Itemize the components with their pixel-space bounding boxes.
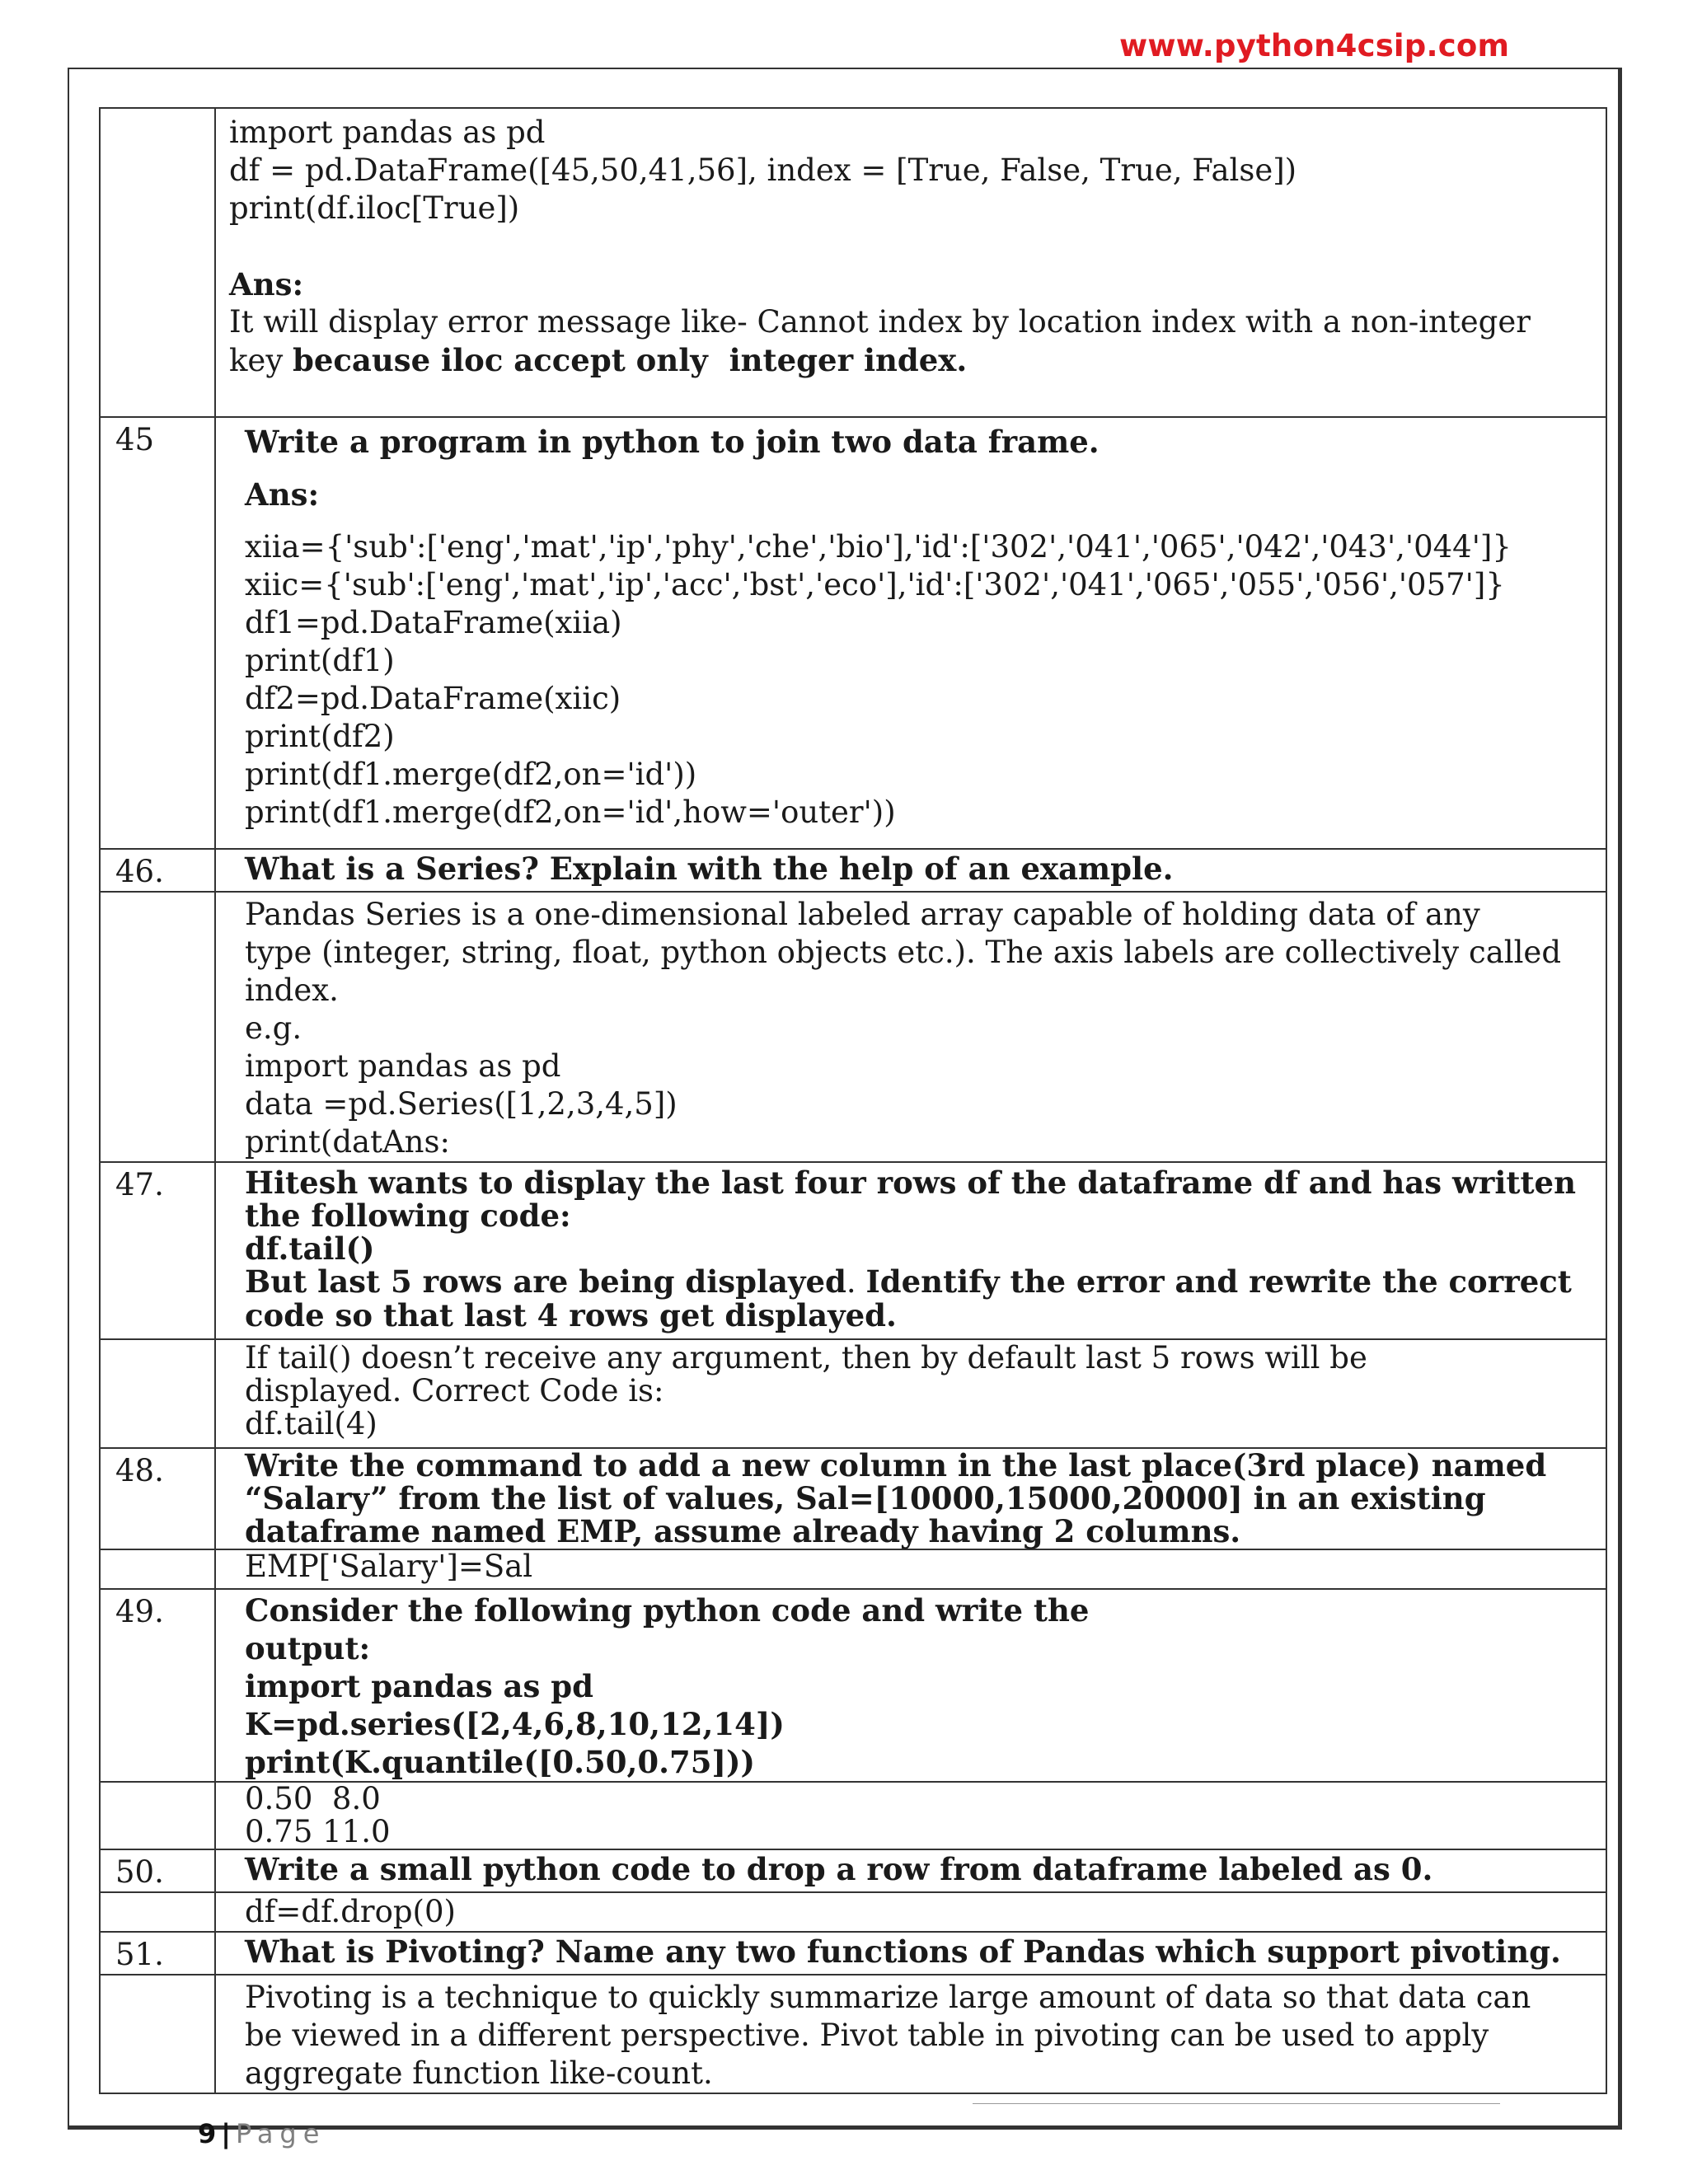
text-fragment: . — [846, 1264, 866, 1300]
footer-rule — [973, 2103, 1500, 2104]
text-line: Hitesh wants to display the last four rows of the dataframe df and has written — [245, 1165, 1576, 1201]
text-line: EMP['Salary']=Sal — [245, 1549, 533, 1584]
page-word: Page — [235, 2118, 326, 2149]
text-line: aggregate function like-count. — [245, 2055, 713, 2091]
question-number: 50. — [115, 1854, 164, 1890]
question-number-cell — [100, 1975, 215, 2093]
question-number-cell — [100, 1589, 215, 1782]
question-row — [100, 417, 1606, 849]
text-line: Ans: — [245, 476, 320, 513]
question-number-cell — [100, 1339, 215, 1448]
question-row — [100, 108, 1606, 417]
page-footer — [198, 2118, 326, 2149]
text-line: print(df1.merge(df2,on='id')) — [245, 757, 697, 792]
question-number-cell — [100, 849, 215, 892]
text-line: What is Pivoting? Name any two functions of Pandas which support pivoting. — [245, 1933, 1561, 1970]
text-line: Write a program in python to join two data frame. — [245, 424, 1100, 460]
question-content-cell — [215, 1549, 1606, 1589]
question-number-cell — [100, 1892, 215, 1932]
text-line: It will display error message like- Cannot index by location index with a non-integer — [229, 304, 1531, 340]
text-line: Pivoting is a technique to quickly summarize large amount of data so that data can — [245, 1980, 1531, 2015]
text-line — [229, 341, 1591, 380]
text-line — [245, 1265, 1591, 1299]
question-number-cell — [100, 892, 215, 1162]
question-row — [100, 1339, 1606, 1448]
text-line: df=df.drop(0) — [245, 1894, 456, 1929]
question-row — [100, 1589, 1606, 1782]
question-row — [100, 1162, 1606, 1339]
text-line: df.tail(4) — [245, 1406, 377, 1441]
text-line: the following code: — [245, 1197, 571, 1234]
text-fragment: key — [229, 343, 293, 378]
question-number: 48. — [115, 1453, 164, 1488]
question-number-cell — [100, 1849, 215, 1892]
text-line: import pandas as pd — [245, 1048, 561, 1084]
question-row — [100, 1975, 1606, 2093]
text-line: df = pd.DataFrame([45,50,41,56], index = [True, False, True, False]) — [229, 152, 1297, 188]
text-line: print(K.quantile([0.50,0.75])) — [245, 1744, 755, 1780]
question-content-cell — [215, 1589, 1606, 1782]
text-line: print(datAns: — [245, 1124, 450, 1160]
text-line: xiia={'sub':['eng','mat','ip','phy','che','bio'],'id':['302','041','065','042','043','044']} — [245, 529, 1512, 565]
text-line: K=pd.series([2,4,6,8,10,12,14]) — [245, 1706, 785, 1742]
text-line: dataframe named EMP, assume already having 2 columns. — [245, 1513, 1241, 1549]
question-content-cell — [215, 1975, 1606, 2093]
question-answer-table — [99, 107, 1607, 2094]
text-line: code so that last 4 rows get displayed. — [245, 1297, 897, 1333]
question-row — [100, 1549, 1606, 1589]
question-content-cell — [215, 1162, 1606, 1339]
question-number-cell — [100, 417, 215, 849]
question-content-cell — [215, 108, 1606, 417]
question-number: 51. — [115, 1937, 164, 1972]
question-content-cell — [215, 1448, 1606, 1549]
question-row — [100, 892, 1606, 1162]
text-line: e.g. — [245, 1010, 302, 1046]
question-number-cell — [100, 1932, 215, 1975]
text-line: print(df2) — [245, 719, 395, 754]
text-fragment: Identify the error and rewrite the correct — [865, 1263, 1572, 1300]
text-line: print(df1) — [245, 643, 395, 678]
question-row — [100, 1892, 1606, 1932]
question-number-cell — [100, 1448, 215, 1549]
text-line: import pandas as pd — [229, 115, 546, 150]
question-content-cell — [215, 1782, 1606, 1849]
text-line: Consider the following python code and write the — [245, 1592, 1090, 1629]
text-line: displayed. Correct Code is: — [245, 1373, 664, 1408]
text-line: be viewed in a different perspective. Pivot table in pivoting can be used to apply — [245, 2018, 1489, 2053]
question-content-cell — [215, 417, 1606, 849]
site-url-header[interactable]: www.python4csip.com — [1119, 28, 1510, 63]
text-line: import pandas as pd — [245, 1668, 593, 1704]
text-line: Pandas Series is a one-dimensional labeled array capable of holding data of any — [245, 897, 1480, 932]
text-fragment: But last 5 rows are being displayed — [245, 1263, 846, 1300]
question-row — [100, 1448, 1606, 1549]
question-content-cell — [215, 892, 1606, 1162]
question-row — [100, 1932, 1606, 1975]
text-line: df.tail() — [245, 1230, 375, 1267]
text-line: type (integer, string, float, python objects etc.). The axis labels are collectively called — [245, 935, 1561, 970]
question-number-cell — [100, 1162, 215, 1339]
question-number-cell — [100, 108, 215, 417]
question-number-cell — [100, 1549, 215, 1589]
footer-separator: | — [221, 2118, 231, 2149]
text-line: What is a Series? Explain with the help of an example. — [245, 851, 1174, 887]
text-fragment: because iloc accept only integer index. — [292, 342, 968, 378]
question-content-cell — [215, 1849, 1606, 1892]
text-line: If tail() doesn’t receive any argument, then by default last 5 rows will be — [245, 1340, 1367, 1376]
question-number: 45 — [115, 422, 155, 457]
question-number-cell — [100, 1782, 215, 1849]
text-line: Write the command to add a new column in the last place(3rd place) named — [245, 1447, 1547, 1483]
question-content-cell — [215, 1339, 1606, 1448]
text-line: output: — [245, 1630, 371, 1666]
question-content-cell — [215, 1932, 1606, 1975]
question-row — [100, 849, 1606, 892]
text-line: df1=pd.DataFrame(xiia) — [245, 605, 622, 640]
question-row — [100, 1849, 1606, 1892]
text-line: “Salary” from the list of values, Sal=[10000,15000,20000] in an existing — [245, 1480, 1486, 1516]
question-content-cell — [215, 1892, 1606, 1932]
text-line: xiic={'sub':['eng','mat','ip','acc','bst','eco'],'id':['302','041','065','055','056','057']} — [245, 567, 1505, 602]
text-line: index. — [245, 972, 339, 1008]
question-content-cell — [215, 849, 1606, 892]
page-number: 9 — [198, 2118, 217, 2149]
question-number: 47. — [115, 1167, 164, 1202]
text-line — [229, 227, 1591, 265]
question-number: 49. — [115, 1594, 164, 1629]
question-row — [100, 1782, 1606, 1849]
question-answer-table-body — [100, 108, 1606, 2093]
text-line: data =pd.Series([1,2,3,4,5]) — [245, 1086, 678, 1122]
text-line: 0.75 11.0 — [245, 1814, 391, 1849]
question-number: 46. — [115, 854, 164, 889]
text-line: Ans: — [229, 266, 304, 302]
text-line: print(df.iloc[True]) — [229, 190, 520, 226]
text-line: print(df1.merge(df2,on='id',how='outer')) — [245, 794, 896, 830]
text-line: df2=pd.DataFrame(xiic) — [245, 681, 621, 716]
text-line: Write a small python code to drop a row from dataframe labeled as 0. — [245, 1851, 1433, 1887]
text-line: 0.50 8.0 — [245, 1781, 381, 1816]
